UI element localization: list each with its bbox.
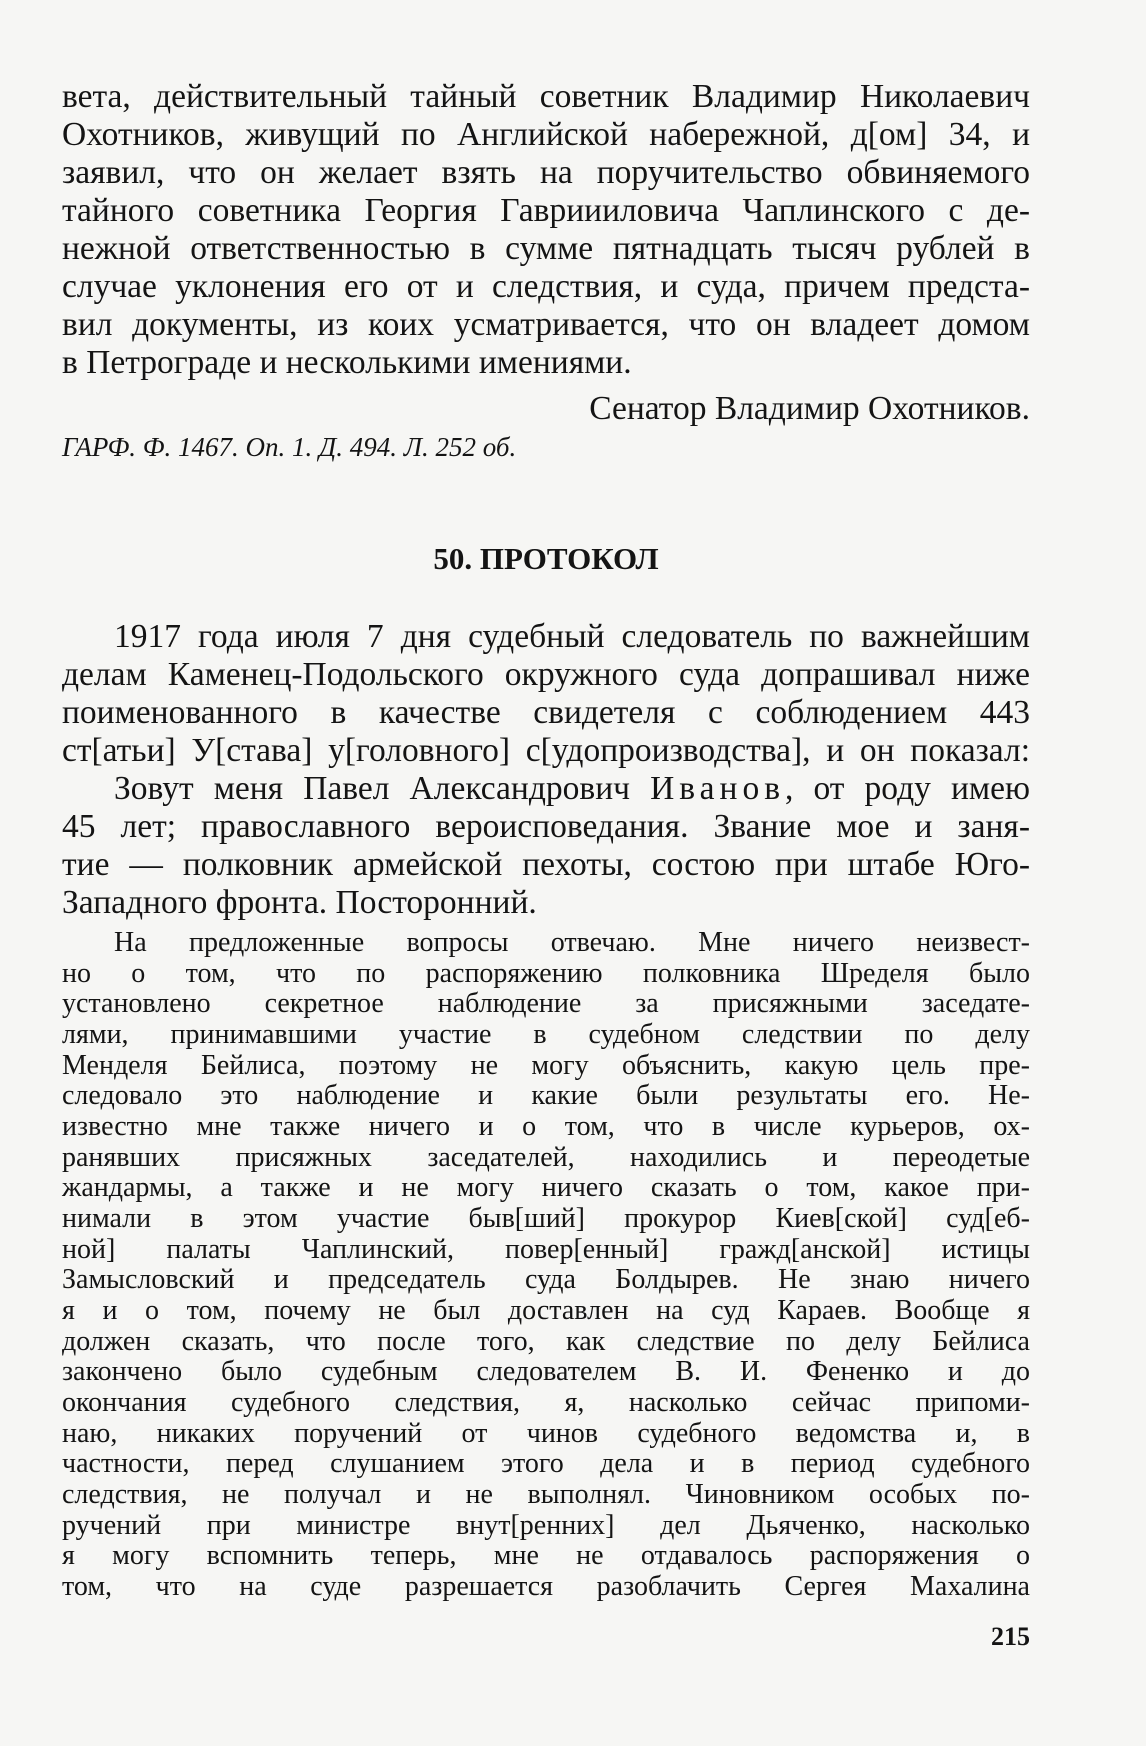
top-paragraph-line: случае уклонения его от и следствия, и суда, причем предста-: [62, 268, 1030, 305]
section-title: 50. ПРОТОКОЛ: [433, 541, 659, 576]
witness-line: [114, 770, 1030, 808]
testimony-line: Замысловский и председатель суда Болдырев. Не знаю ничего: [62, 1264, 1030, 1296]
testimony-line: ранявших присяжных заседателей, находились и переодетые: [62, 1141, 1030, 1173]
page-number: 215: [991, 1621, 1030, 1651]
top-paragraph-line: вета, действительный тайный советник Владимир Николаевич: [62, 78, 1030, 115]
testimony-line: ной] палаты Чаплинский, повер[енный] гражд[анской] истицы: [62, 1233, 1030, 1265]
testimony-line: На предложенные вопросы отвечаю. Мне ничего неизвест-: [114, 927, 1030, 958]
testimony-line: ручений при министре внут[ренних] дел Дьяченко, насколько: [62, 1509, 1030, 1541]
top-paragraph-line: тайного советника Георгия Гавриииловича Чаплинского с де-: [62, 192, 1030, 229]
signature: Сенатор Владимир Охотников.: [589, 390, 1030, 427]
witness-line: 45 лет; православного вероисповедания. Звание мое и заня-: [62, 808, 1030, 845]
testimony-line: лями, принимавшими участие в судебном следствии по делу: [62, 1019, 1030, 1050]
protocol-intro-line: поименованного в качестве свидетеля с соблюдением 443: [62, 694, 1030, 731]
testimony-line: я и о том, почему не был доставлен на суд Караев. Вообще я: [62, 1295, 1030, 1326]
testimony-line: нимали в этом участие быв[ший] прокурор Киев[ской] суд[еб-: [62, 1203, 1030, 1234]
testimony-line: окончания судебного следствия, я, насколько сейчас припоми-: [62, 1387, 1030, 1418]
testimony-line: частности, перед слушанием этого дела и в период судебного: [62, 1448, 1030, 1480]
witness-line-start: Зовут меня Павел Александрович: [114, 770, 651, 807]
testimony-line: Менделя Бейлиса, поэтому не могу объяснить, какую цель пре-: [62, 1049, 1030, 1081]
witness-line: Западного фронта. Посторонний.: [62, 884, 537, 921]
top-paragraph-line: Охотников, живущий по Английской набережной, д[ом] 34, и: [62, 116, 1030, 153]
testimony-line: должен сказать, что после того, как следствие по делу Бейлиса: [62, 1325, 1030, 1357]
testimony-line: закончено было судебным следователем В. И. Фененко и до: [62, 1356, 1030, 1388]
witness-surname: Иванов: [650, 770, 786, 807]
testimony-line: я могу вспомнить теперь, мне не отдавалось распоряжения о: [62, 1540, 1030, 1572]
top-paragraph-line: в Петрограде и несколькими имениями.: [62, 344, 632, 381]
protocol-intro-line: ст[атьи] У[става] у[головного] с[удопроизводства], и он показал:: [62, 732, 1030, 769]
witness-line-end: , от роду имею: [785, 770, 1030, 807]
top-paragraph-line: заявил, что он желает взять на поручительство обвиняемого: [62, 154, 1030, 191]
protocol-intro-line: 1917 года июля 7 дня судебный следователь по важнейшим: [114, 618, 1030, 655]
top-paragraph-line: вил документы, из коих усматривается, что он владеет домом: [62, 306, 1030, 343]
testimony-line: известно мне также ничего и о том, что в числе курьеров, ох-: [62, 1111, 1030, 1142]
testimony-line: том, что на суде разрешается разоблачить Сергея Махалина: [62, 1571, 1030, 1602]
top-paragraph-line: нежной ответственностью в сумме пятнадцать тысяч рублей в: [62, 230, 1030, 267]
witness-line: тие — полковник армейской пехоты, состою при штабе Юго-: [62, 846, 1030, 883]
testimony-line: установлено секретное наблюдение за присяжными заседате-: [62, 988, 1030, 1020]
testimony-line: но о том, что по распоряжению полковника Шределя было: [62, 957, 1030, 989]
source-reference: ГАРФ. Ф. 1467. Оп. 1. Д. 494. Л. 252 об.: [62, 432, 517, 462]
testimony-line: следствия, не получал и не выполнял. Чиновником особых по-: [62, 1479, 1030, 1510]
testimony-line: наю, никаких поручений от чинов судебного ведомства и, в: [62, 1417, 1030, 1449]
protocol-intro-line: делам Каменец-Подольского окружного суда допрашивал ниже: [62, 656, 1030, 693]
testimony-line: следовало это наблюдение и какие были результаты его. Не-: [62, 1080, 1030, 1112]
testimony-line: жандармы, а также и не могу ничего сказать о том, какое при-: [62, 1172, 1030, 1204]
